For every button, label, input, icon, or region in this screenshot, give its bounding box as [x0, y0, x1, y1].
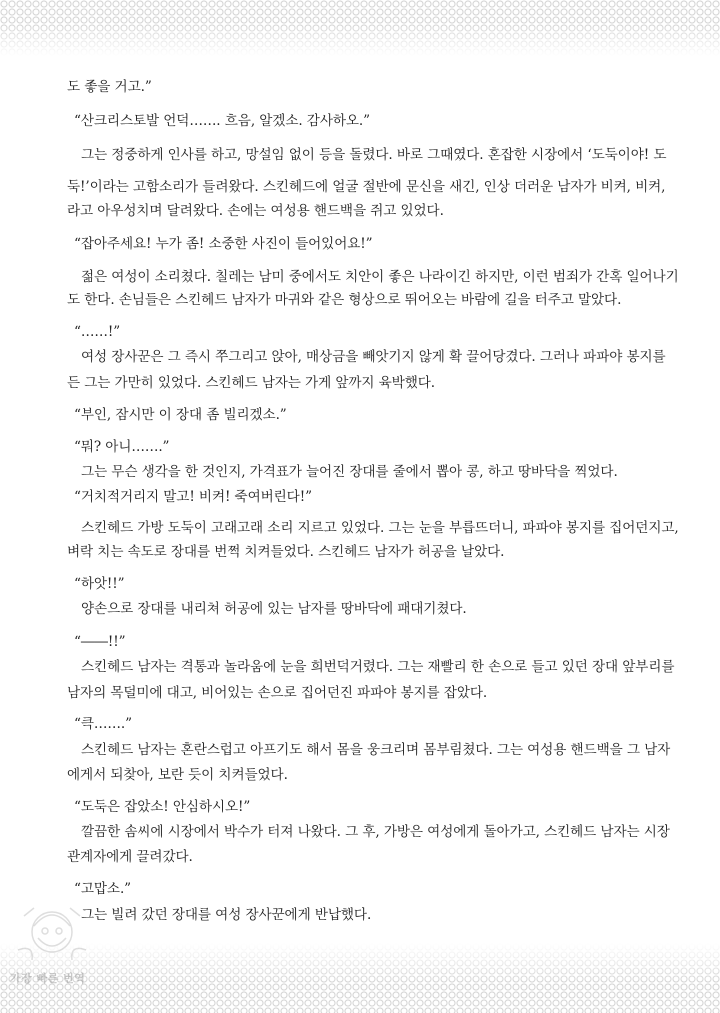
- text-line: “거치적거리지 말고! 비켜! 죽여버린다!”: [74, 489, 312, 505]
- text-line: 도 한다. 손님들은 스킨헤드 남자가 마귀와 같은 형상으로 뛰어오는 바람에 길을 터주고 말았다.: [67, 292, 622, 308]
- text-line: 라고 아우성치며 달려왔다. 손에는 여성용 핸드백을 쥐고 있었다.: [67, 203, 444, 219]
- text-line: “하앗!!”: [74, 576, 125, 592]
- text-line: “도둑은 잡았소! 안심하시오!”: [74, 799, 251, 815]
- watermark-character-icon: [4, 898, 114, 968]
- text-line: “큭…….”: [74, 716, 132, 732]
- text-line: 에게서 되찾아, 보란 듯이 치켜들었다.: [67, 767, 288, 783]
- text-line: 스킨헤드 가방 도둑이 고래고래 소리 지르고 있었다. 그는 눈을 부릅뜨더니, 파파야 봉지를 집어던지고,: [81, 520, 679, 536]
- text-line: 둑!’이라는 고함소리가 들려왔다. 스킨헤드에 얼굴 절반에 문신을 새긴, 인상 더러운 남자가 비켜, 비켜,: [67, 179, 666, 195]
- text-line: 도 좋을 거고.”: [67, 79, 152, 95]
- text-line: “뭐? 아니…….”: [74, 439, 170, 455]
- text-line: 깔끔한 솜씨에 시장에서 박수가 터져 나왔다. 그 후, 가방은 여성에게 돌아가고, 스킨헤드 남자는 시장: [81, 824, 670, 840]
- text-line: 그는 정중하게 인사를 하고, 망설임 없이 등을 돌렸다. 바로 그때였다. 혼잡한 시장에서 ‘도둑이야! 도: [81, 147, 667, 163]
- text-line: “고맙소.”: [74, 881, 132, 897]
- text-line: 여성 장사꾼은 그 즉시 쭈그리고 앉아, 매상금을 빼앗기지 않게 확 끌어당겼다. 그러나 파파야 봉지를: [81, 349, 666, 365]
- text-line: 젊은 여성이 소리쳤다. 칠레는 남미 중에서도 치안이 좋은 나라이긴 하지만, 이런 범죄가 간혹 일어나기: [81, 269, 679, 285]
- text-line: 그는 빌려 갔던 장대를 여성 장사꾼에게 반납했다.: [81, 907, 372, 923]
- text-line: 든 그는 가만히 있었다. 스킨헤드 남자는 가게 앞까지 육박했다.: [67, 375, 435, 391]
- text-line: “――!!”: [74, 634, 126, 650]
- text-line: “잡아주세요! 누가 좀! 소중한 사진이 들어있어요!”: [74, 236, 373, 252]
- text-line: “산크리스토발 언덕……. 흐음, 알겠소. 감사하오.”: [74, 113, 370, 129]
- text-line: “……!”: [74, 324, 121, 340]
- text-line: 스킨헤드 남자는 격통과 놀라움에 눈을 희번덕거렸다. 그는 재빨리 한 손으로 들고 있던 장대 앞부리를: [81, 659, 675, 675]
- text-line: 스킨헤드 남자는 혼란스럽고 아프기도 해서 몸을 웅크리며 몸부림쳤다. 그는 여성용 핸드백을 그 남자: [81, 742, 671, 758]
- text-line: 남자의 목덜미에 대고, 비어있는 손으로 집어던진 파파야 봉지를 잡았다.: [67, 685, 488, 701]
- top-decorative-pattern: [0, 0, 720, 56]
- watermark-text-line: 가장 빠른 번역: [10, 972, 86, 985]
- text-line: 그는 무슨 생각을 한 것인지, 가격표가 늘어진 장대를 줄에서 뽑아 콩, 하고 땅바닥을 찍었다.: [81, 464, 618, 480]
- text-line: 양손으로 장대를 내리쳐 허공에 있는 남자를 땅바닥에 패대기쳤다.: [81, 601, 467, 617]
- text-line: 관계자에게 끌려갔다.: [67, 849, 193, 865]
- text-line: 벼락 치는 속도로 장대를 번쩍 치켜들었다. 스킨헤드 남자가 허공을 날았다.: [67, 544, 505, 560]
- text-line: “부인, 잠시만 이 장대 좀 빌리겠소.”: [74, 407, 287, 423]
- translator-watermark: [4, 898, 114, 1010]
